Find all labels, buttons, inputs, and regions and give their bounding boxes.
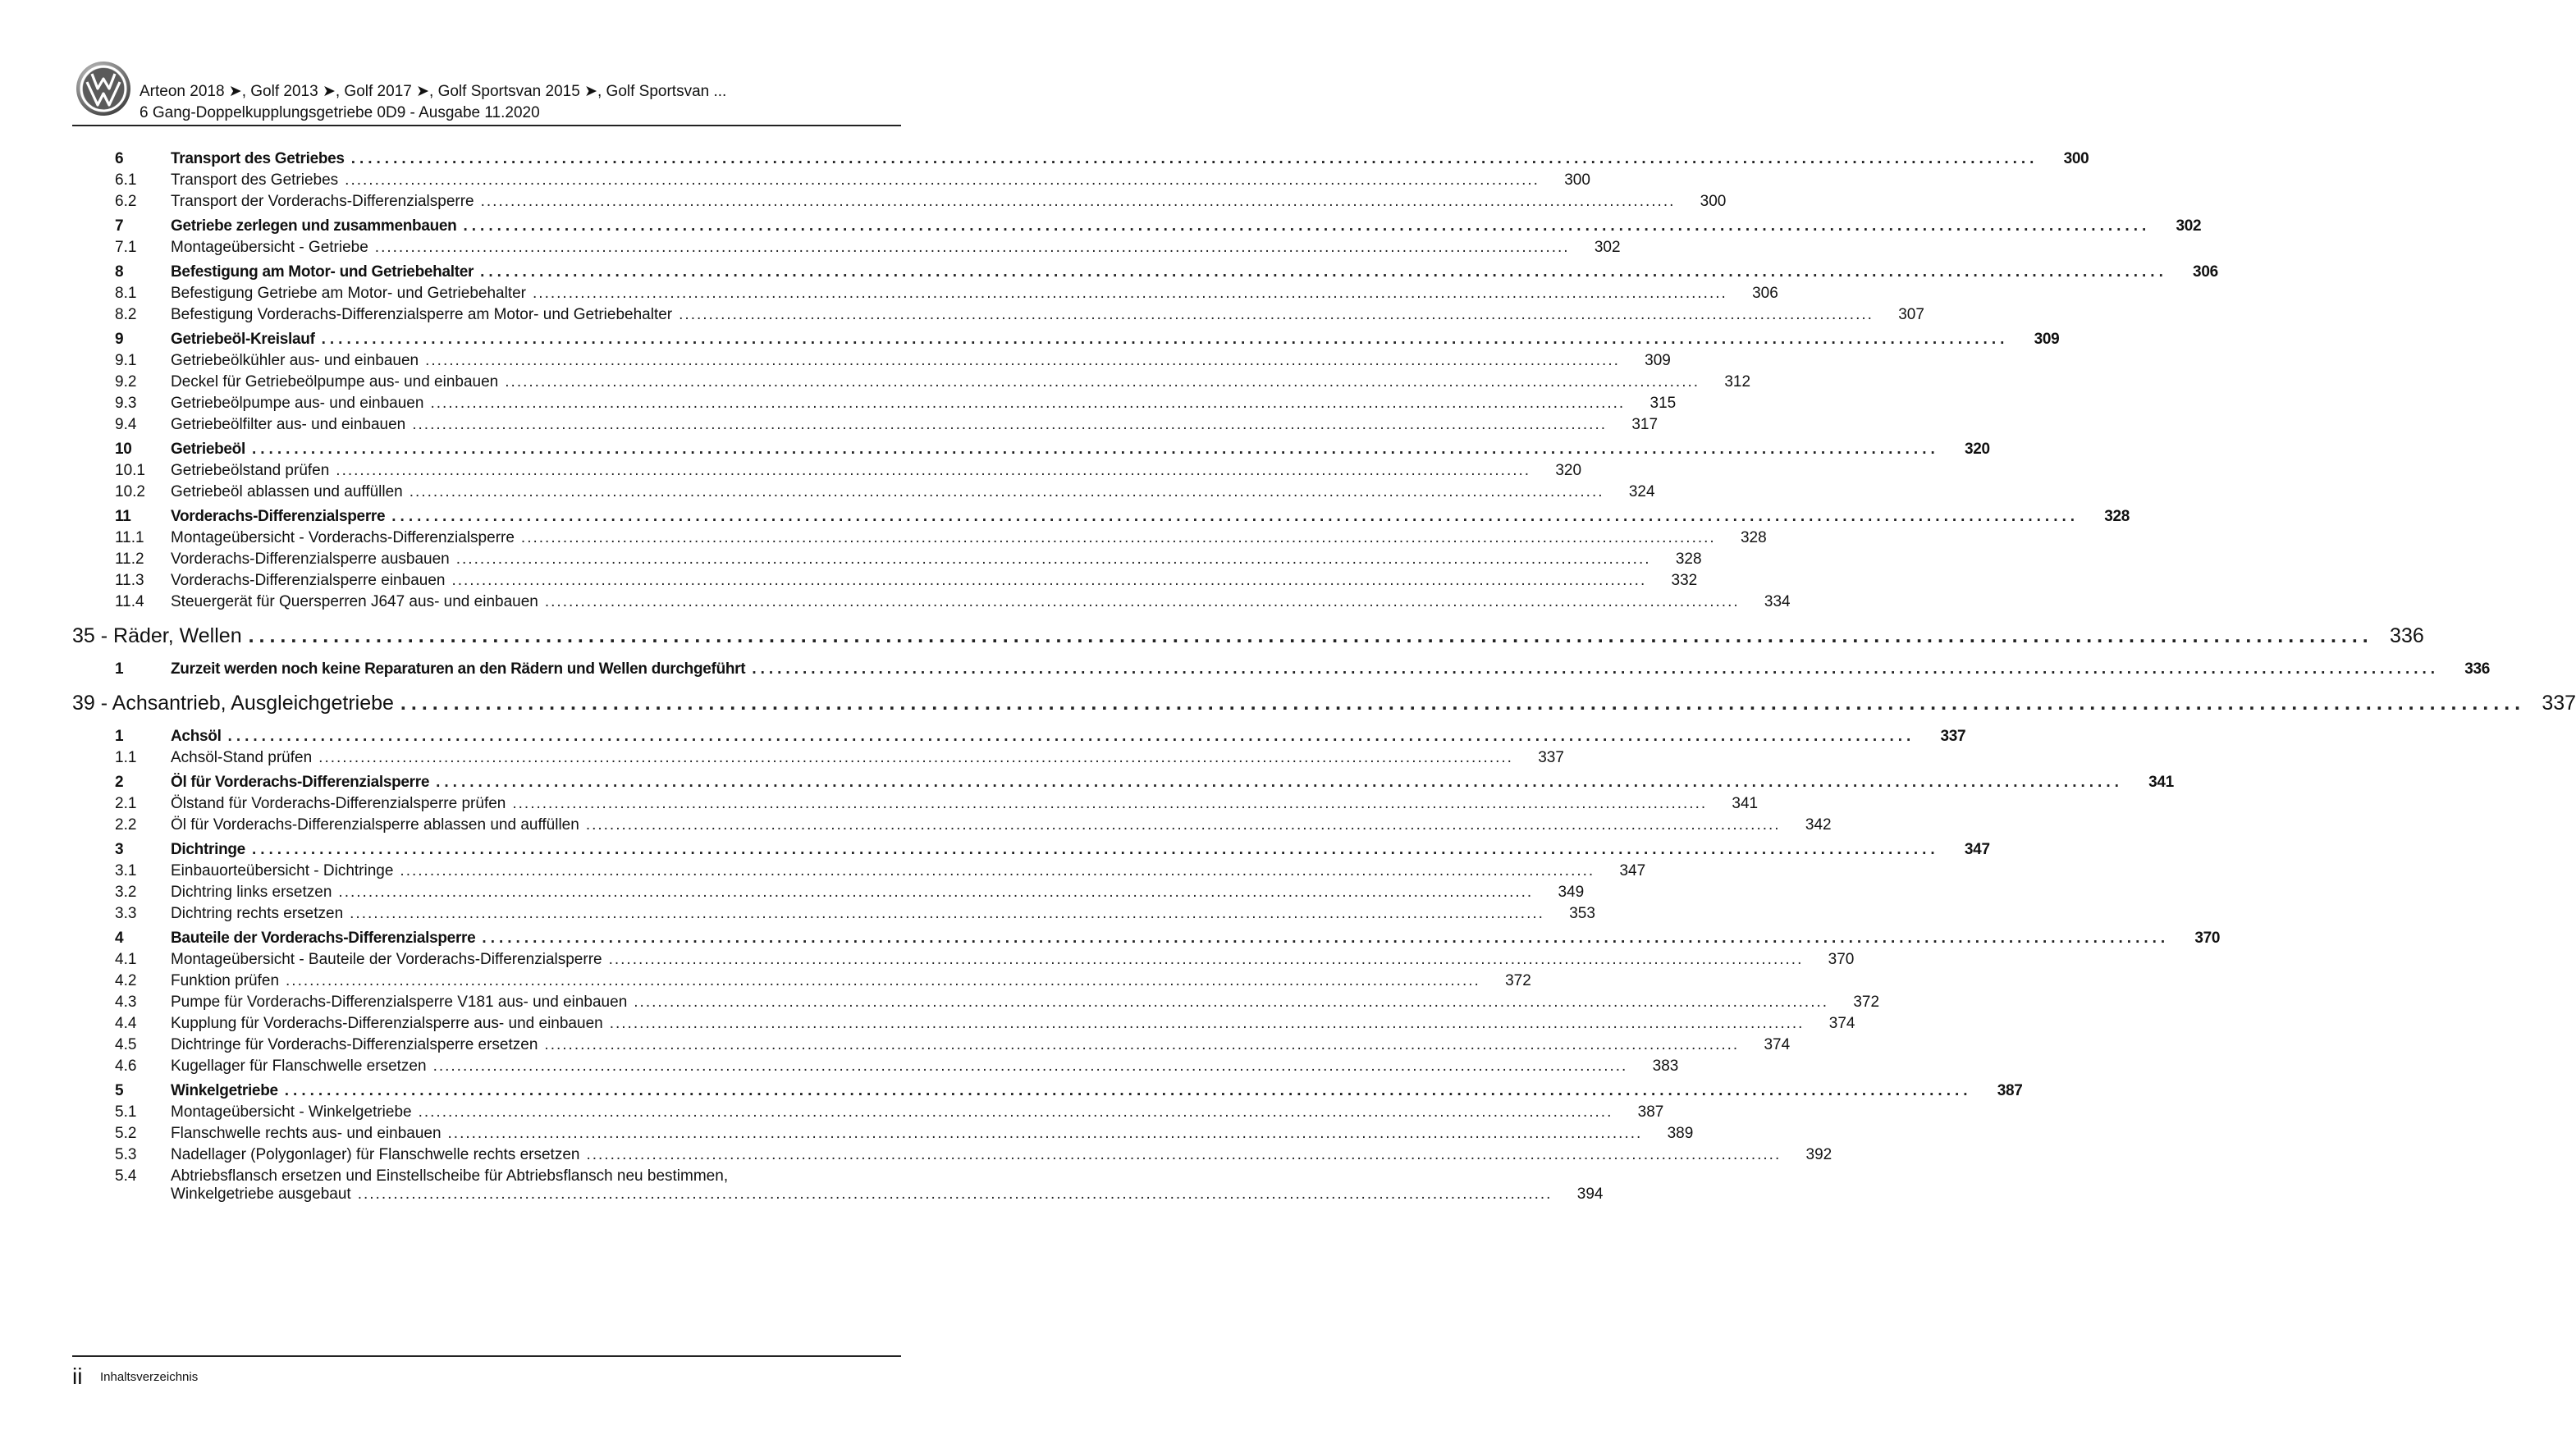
toc-title-wrap (171, 239, 1621, 257)
toc-entry-row[interactable] (72, 285, 1778, 306)
toc-number: 6 (115, 150, 124, 167)
toc-number: 5.3 (115, 1146, 137, 1163)
toc-page-number: 300 (2063, 150, 2089, 167)
toc-title-wrap (171, 306, 1924, 324)
toc-leader-dots: ........................................................................................................................................................................................................ (585, 816, 1781, 834)
table-of-contents (72, 147, 2576, 1207)
toc-leader-dots: ........................................................................................................................................................................................................ (480, 263, 2167, 281)
toc-section-row[interactable] (72, 150, 2089, 171)
toc-page-number: 387 (1997, 1082, 2023, 1099)
toc-page-number: 372 (1505, 972, 1531, 989)
toc-leader-dots: ........................................................................................................................................................................................................ (608, 951, 1804, 968)
toc-multi-row[interactable] (72, 1167, 1604, 1207)
toc-page-number: 332 (1671, 572, 1698, 589)
toc-section-row[interactable] (72, 930, 2221, 951)
toc-page-number: 394 (1576, 1185, 1604, 1203)
toc-number: 1.1 (115, 749, 137, 766)
toc-entry-row[interactable] (72, 1036, 1791, 1058)
toc-entry-row[interactable] (72, 462, 1582, 483)
toc-number: 4.6 (115, 1058, 137, 1075)
toc-entry-row[interactable] (72, 395, 1677, 416)
toc-page-number: 374 (1764, 1036, 1791, 1053)
toc-entry-row[interactable] (72, 994, 1880, 1015)
toc-title-wrap (171, 1015, 1855, 1033)
toc-page-number: 315 (1649, 395, 1677, 412)
toc-number: 6.1 (115, 171, 137, 189)
toc-leader-dots: ........................................................................................................................................................................................................ (251, 841, 1939, 858)
toc-leader-dots: ........................................................................................................................................................................................................ (544, 1036, 1740, 1053)
toc-title-wrap (171, 416, 1659, 434)
toc-leader-dots: ........................................................................................................................................................................................................ (533, 285, 1727, 302)
toc-page-number: 370 (1828, 951, 1855, 968)
toc-number: 3.1 (115, 862, 137, 879)
toc-leader-dots: ........................................................................................................................................................................................................ (505, 373, 1700, 391)
toc-entry-row[interactable] (72, 483, 1655, 505)
toc-number: 2 (115, 774, 124, 791)
toc-leader-dots: ........................................................................................................................................................................................................ (451, 572, 1647, 589)
toc-title-wrap (171, 395, 1677, 413)
toc-number: 11.1 (115, 529, 144, 546)
toc-title-wrap (171, 774, 2174, 792)
toc-title-wrap (72, 624, 2424, 648)
toc-leader-dots: ........................................................................................................................................................................................................ (350, 150, 2038, 167)
toc-page-number: 347 (1964, 841, 1990, 858)
toc-title: Achsöl (171, 728, 222, 745)
toc-page-number: 349 (1558, 884, 1585, 901)
toc-page-number: 334 (1764, 593, 1791, 610)
page-header (72, 53, 901, 128)
toc-title: Winkelgetriebe (171, 1082, 278, 1099)
toc-title-wrap (171, 352, 1671, 370)
toc-number: 9 (115, 331, 124, 348)
toc-page-number: 374 (1828, 1015, 1855, 1032)
toc-leader-dots: ........................................................................................................................................................................................................ (418, 1103, 1613, 1121)
toc-leader-dots: ........................................................................................................................................................................................................ (609, 1015, 1805, 1032)
toc-title: Transport des Getriebes (171, 171, 339, 189)
toc-page-number: 306 (1752, 285, 1778, 302)
toc-title-wrap (171, 550, 1702, 569)
toc-leader-dots: ........................................................................................................................................................................................................ (227, 728, 1915, 745)
toc-entry-row[interactable] (72, 862, 1646, 884)
toc-entry-row[interactable] (72, 239, 1621, 260)
toc-title: Getriebe zerlegen und zusammenbauen (171, 217, 457, 235)
toc-number: 6.2 (115, 193, 137, 210)
header-manual-title: 6 Gang-Doppelkupplungsgetriebe 0D9 - Ausgabe 11.2020 (140, 104, 540, 121)
toc-title: Getriebeölfilter aus- und einbauen (171, 416, 406, 433)
toc-title: 35 - Räder, Wellen (72, 624, 242, 647)
toc-page-number: 337 (1538, 749, 1564, 766)
toc-number: 3.2 (115, 884, 137, 901)
toc-section-row[interactable] (72, 331, 2060, 352)
header-divider (72, 125, 901, 126)
toc-number: 11 (115, 508, 131, 525)
toc-title-wrap (171, 331, 2060, 349)
toc-page-number: 337 (2542, 692, 2576, 715)
toc-section-row[interactable] (72, 441, 1990, 462)
toc-title-line2-wrap (171, 1185, 1604, 1204)
toc-leader-dots: ........................................................................................................................................................................................................ (251, 441, 1939, 458)
toc-leader-dots: ........................................................................................................................................................................................................ (357, 1185, 1553, 1203)
toc-title-wrap (171, 193, 1727, 211)
toc-title-wrap (171, 816, 1832, 834)
toc-title-wrap (171, 1103, 1664, 1122)
toc-title-wrap (171, 1082, 2023, 1100)
toc-title-wrap (171, 217, 2202, 235)
toc-leader-dots: ........................................................................................................................................................................................................ (409, 483, 1604, 500)
toc-entry-row[interactable] (72, 816, 1832, 838)
toc-title: Bauteile der Vorderachs-Differenzialsperre (171, 930, 476, 947)
toc-title-wrap (171, 905, 1595, 923)
toc-page-number: 309 (2034, 331, 2060, 348)
toc-title-wrap (171, 841, 1990, 859)
toc-number: 4.3 (115, 994, 137, 1011)
footer-divider (72, 1355, 901, 1357)
toc-leader-dots: ........................................................................................................................................................................................................ (350, 905, 1544, 922)
toc-leader-dots: ........................................................................................................................................................................................................ (752, 660, 2440, 678)
toc-number: 1 (115, 728, 124, 745)
toc-leader-dots: ........................................................................................................................................................................................................ (318, 749, 1513, 766)
toc-title: Winkelgetriebe ausgebaut (171, 1185, 351, 1203)
toc-number: 9.3 (115, 395, 137, 412)
toc-number: 2.2 (115, 816, 137, 834)
toc-title: Achsöl-Stand prüfen (171, 749, 313, 766)
toc-title: Dichtring links ersetzen (171, 884, 332, 901)
toc-title: 39 - Achsantrieb, Ausgleichgetriebe (72, 692, 394, 715)
toc-entry-row[interactable] (72, 951, 1855, 972)
toc-title-wrap (171, 593, 1791, 611)
toc-page-number: 383 (1652, 1058, 1679, 1075)
toc-page-number: 328 (1675, 550, 1702, 568)
toc-title-wrap (72, 692, 2576, 715)
toc-page-number: 341 (2148, 774, 2174, 791)
toc-entry-row[interactable] (72, 572, 1698, 593)
toc-leader-dots: ........................................................................................................................................................................................................ (286, 972, 1480, 989)
toc-page-number: 300 (1700, 193, 1727, 210)
toc-leader-dots: ........................................................................................................................................................................................................ (374, 239, 1570, 256)
toc-leader-dots: ........................................................................................................................................................................................................ (336, 462, 1531, 479)
toc-entry-row[interactable] (72, 550, 1702, 572)
toc-title-wrap (171, 1146, 1832, 1164)
toc-leader-dots: ........................................................................................................................................................................................................ (480, 193, 1676, 210)
toc-number: 4.5 (115, 1036, 137, 1053)
toc-leader-dots: ........................................................................................................................................................................................................ (455, 550, 1651, 568)
toc-leader-dots: ........................................................................................................................................................................................................ (338, 884, 1534, 901)
toc-title: Getriebeölkühler aus- und einbauen (171, 352, 419, 369)
toc-leader-dots: ........................................................................................................................................................................................................ (248, 624, 2373, 647)
toc-title-wrap (171, 1125, 1694, 1143)
toc-section-row[interactable] (72, 728, 1966, 749)
toc-page-number: 302 (1594, 239, 1621, 256)
toc-page-number: 306 (2193, 263, 2218, 281)
toc-section-row[interactable] (72, 263, 2218, 285)
toc-title: Ölstand für Vorderachs-Differenzialsperre prüfen (171, 795, 506, 812)
toc-leader-dots: ........................................................................................................................................................................................................ (400, 862, 1595, 879)
toc-section-row[interactable] (72, 660, 2491, 682)
toc-leader-dots: ........................................................................................................................................................................................................ (412, 416, 1608, 433)
toc-number: 2.1 (115, 795, 137, 812)
toc-entry-row[interactable] (72, 171, 1590, 193)
toc-number: 8.1 (115, 285, 137, 302)
toc-title: Befestigung Vorderachs-Differenzialsperre am Motor- und Getriebehalter (171, 306, 673, 323)
toc-leader-dots: ........................................................................................................................................................................................................ (345, 171, 1540, 189)
toc-number: 5.4 (115, 1167, 137, 1185)
toc-page-number: 320 (1555, 462, 1582, 479)
toc-title-wrap (171, 171, 1590, 190)
toc-title-wrap (171, 660, 2491, 678)
toc-title-wrap (171, 862, 1646, 880)
toc-leader-dots: ........................................................................................................................................................................................................ (447, 1125, 1643, 1142)
toc-page-number: 389 (1667, 1125, 1694, 1142)
toc-chapter-row[interactable] (72, 692, 2576, 724)
toc-title: Montageübersicht - Winkelgetriebe (171, 1103, 412, 1121)
toc-title: Montageübersicht - Vorderachs-Differenzialsperre (171, 529, 515, 546)
toc-leader-dots: ........................................................................................................................................................................................................ (463, 217, 2151, 235)
toc-title: Kupplung für Vorderachs-Differenzialsperre aus- und einbauen (171, 1015, 603, 1032)
toc-page-number: 392 (1805, 1146, 1832, 1163)
toc-entry-row[interactable] (72, 972, 1531, 994)
toc-leader-dots: ........................................................................................................................................................................................................ (425, 352, 1620, 369)
toc-number: 11.4 (115, 593, 144, 610)
toc-title: Getriebeölpumpe aus- und einbauen (171, 395, 424, 412)
toc-entry-row[interactable] (72, 352, 1671, 373)
toc-title-wrap (171, 994, 1880, 1012)
toc-leader-dots: ........................................................................................................................................................................................................ (391, 508, 2080, 525)
toc-entry-row[interactable] (72, 905, 1595, 926)
toc-title: Transport der Vorderachs-Differenzialsperre (171, 193, 474, 210)
toc-title: Öl für Vorderachs-Differenzialsperre ablassen und auffüllen (171, 816, 579, 834)
toc-title: Befestigung am Motor- und Getriebehalter (171, 263, 474, 281)
toc-number: 10 (115, 441, 132, 458)
toc-title: Kugellager für Flanschwelle ersetzen (171, 1058, 427, 1075)
toc-title-wrap (171, 373, 1751, 391)
toc-page-number: 370 (2194, 930, 2221, 947)
toc-title-wrap (171, 951, 1855, 969)
toc-title-wrap (171, 441, 1990, 459)
toc-entry-row[interactable] (72, 373, 1751, 395)
header-vehicle-models: Arteon 2018 ➤, Golf 2013 ➤, Golf 2017 ➤, Golf Sportsvan 2015 ➤, Golf Sportsvan ... (140, 83, 727, 100)
toc-page-number: 302 (2176, 217, 2202, 235)
toc-leader-dots: ........................................................................................................................................................................................................ (284, 1082, 1972, 1099)
toc-page-number: 353 (1569, 905, 1595, 922)
toc-leader-dots: ........................................................................................................................................................................................................ (586, 1146, 1782, 1163)
toc-number: 7.1 (115, 239, 137, 256)
toc-section-row[interactable] (72, 1082, 2023, 1103)
footer-label: Inhaltsverzeichnis (100, 1370, 199, 1384)
toc-number: 4.2 (115, 972, 137, 989)
toc-title: Montageübersicht - Getriebe (171, 239, 368, 256)
toc-number: 10.2 (115, 483, 145, 500)
toc-leader-dots: ........................................................................................................................................................................................................ (436, 774, 2123, 791)
toc-leader-dots: ........................................................................................................................................................................................................ (430, 395, 1626, 412)
toc-leader-dots: ........................................................................................................................................................................................................ (679, 306, 1874, 323)
toc-title: Montageübersicht - Bauteile der Vorderachs-Differenzialsperre (171, 951, 602, 968)
toc-number: 9.1 (115, 352, 137, 369)
toc-number: 5 (115, 1082, 124, 1099)
footer-page-number: ii (72, 1364, 83, 1389)
toc-title-wrap (171, 150, 2089, 168)
toc-title-wrap (171, 462, 1582, 480)
toc-page-number: 387 (1637, 1103, 1664, 1121)
toc-title: Abtriebsflansch ersetzen und Einstellscheibe für Abtriebsflansch neu bestimmen, (171, 1167, 729, 1185)
toc-leader-dots: ........................................................................................................................................................................................................ (482, 930, 2170, 947)
toc-title: Getriebeöl-Kreislauf (171, 331, 315, 348)
toc-leader-dots: ........................................................................................................................................................................................................ (321, 331, 2009, 348)
toc-chapter-row[interactable] (72, 624, 2424, 657)
toc-number: 8.2 (115, 306, 137, 323)
toc-number: 11.3 (115, 572, 144, 589)
toc-entry-row[interactable] (72, 795, 1759, 816)
toc-number: 9.4 (115, 416, 137, 433)
toc-title-wrap (171, 930, 2221, 948)
toc-title-wrap (171, 795, 1759, 813)
toc-title: Getriebeöl (171, 441, 245, 458)
toc-title: Öl für Vorderachs-Differenzialsperre (171, 774, 430, 791)
toc-entry-row[interactable] (72, 416, 1659, 437)
toc-number: 4.4 (115, 1015, 137, 1032)
toc-title: Dichtringe für Vorderachs-Differenzialsperre ersetzen (171, 1036, 538, 1053)
toc-title-wrap (171, 529, 1767, 547)
toc-title: Dichtringe (171, 841, 245, 858)
toc-title-wrap (171, 884, 1585, 902)
toc-page-number: 309 (1645, 352, 1671, 369)
toc-number: 3.3 (115, 905, 137, 922)
toc-leader-dots: ........................................................................................................................................................................................................ (520, 529, 1716, 546)
toc-leader-dots: ........................................................................................................................................................................................................ (544, 593, 1740, 610)
toc-section-row[interactable] (72, 508, 2130, 529)
toc-number: 11.2 (115, 550, 144, 568)
toc-number: 10.1 (115, 462, 145, 479)
toc-number: 3 (115, 841, 124, 858)
toc-title: Vorderachs-Differenzialsperre (171, 508, 386, 525)
toc-title-wrap (171, 1036, 1791, 1054)
toc-title: Nadellager (Polygonlager) für Flanschwelle rechts ersetzen (171, 1146, 580, 1163)
toc-page-number: 324 (1628, 483, 1655, 500)
toc-title: Getriebeöl ablassen und auffüllen (171, 483, 403, 500)
toc-number: 9.2 (115, 373, 137, 391)
toc-page-number: 372 (1853, 994, 1880, 1011)
toc-leader-dots: ........................................................................................................................................................................................................ (400, 692, 2526, 715)
toc-leader-dots: ........................................................................................................................................................................................................ (512, 795, 1708, 812)
toc-title: Transport des Getriebes (171, 150, 345, 167)
toc-title: Deckel für Getriebeölpumpe aus- und einbauen (171, 373, 499, 391)
toc-entry-row[interactable] (72, 306, 1924, 327)
toc-title-wrap (171, 1167, 1604, 1204)
toc-page-number: 342 (1805, 816, 1832, 834)
toc-entry-row[interactable] (72, 749, 1564, 770)
toc-title-wrap (171, 728, 1966, 746)
toc-leader-dots: ........................................................................................................................................................................................................ (432, 1058, 1628, 1075)
toc-title: Einbauorteübersicht - Dichtringe (171, 862, 394, 879)
toc-page-number: 336 (2390, 624, 2424, 647)
toc-section-row[interactable] (72, 217, 2202, 239)
toc-number: 5.2 (115, 1125, 137, 1142)
toc-page-number: 312 (1724, 373, 1751, 391)
toc-page-number: 307 (1898, 306, 1924, 323)
toc-title: Zurzeit werden noch keine Reparaturen an den Rädern und Wellen durchgeführt (171, 660, 746, 678)
toc-entry-row[interactable] (72, 1125, 1694, 1146)
toc-entry-row[interactable] (72, 1015, 1855, 1036)
toc-entry-row[interactable] (72, 1058, 1679, 1079)
toc-leader-dots: ........................................................................................................................................................................................................ (634, 994, 1829, 1011)
toc-number: 8 (115, 263, 124, 281)
toc-title-wrap (171, 972, 1531, 990)
toc-page-number: 317 (1631, 416, 1659, 433)
toc-title: Vorderachs-Differenzialsperre einbauen (171, 572, 446, 589)
toc-page-number: 328 (2104, 508, 2130, 525)
toc-title-wrap (171, 508, 2130, 526)
toc-page-number: 337 (1940, 728, 1966, 745)
toc-title: Getriebeölstand prüfen (171, 462, 330, 479)
toc-number: 1 (115, 660, 124, 678)
toc-page-number: 341 (1732, 795, 1759, 812)
toc-title: Dichtring rechts ersetzen (171, 905, 344, 922)
toc-title-wrap (171, 483, 1655, 501)
toc-entry-row[interactable] (72, 193, 1727, 214)
toc-entry-row[interactable] (72, 1146, 1832, 1167)
toc-title: Vorderachs-Differenzialsperre ausbauen (171, 550, 450, 568)
toc-section-row[interactable] (72, 841, 1990, 862)
toc-section-row[interactable] (72, 774, 2174, 795)
toc-title: Befestigung Getriebe am Motor- und Getriebehalter (171, 285, 527, 302)
toc-title: Funktion prüfen (171, 972, 280, 989)
toc-page-number: 336 (2464, 660, 2491, 678)
toc-title: Flanschwelle rechts aus- und einbauen (171, 1125, 442, 1142)
toc-page-number: 328 (1740, 529, 1767, 546)
toc-title: Steuergerät für Quersperren J647 aus- und einbauen (171, 593, 538, 610)
toc-entry-row[interactable] (72, 529, 1767, 550)
toc-page-number: 347 (1619, 862, 1646, 879)
toc-number: 7 (115, 217, 124, 235)
toc-entry-row[interactable] (72, 1103, 1664, 1125)
toc-title-wrap (171, 263, 2218, 281)
toc-page-number: 300 (1564, 171, 1590, 189)
toc-number: 4.1 (115, 951, 137, 968)
toc-entry-row[interactable] (72, 593, 1791, 614)
toc-number: 5.1 (115, 1103, 137, 1121)
toc-entry-row[interactable] (72, 884, 1585, 905)
toc-title-wrap (171, 285, 1778, 303)
toc-title-wrap (171, 749, 1564, 767)
toc-title-wrap (171, 1058, 1679, 1076)
toc-title-wrap (171, 572, 1698, 590)
toc-page-number: 320 (1964, 441, 1990, 458)
vw-logo (75, 61, 131, 116)
toc-title: Pumpe für Vorderachs-Differenzialsperre V181 aus- und einbauen (171, 994, 628, 1011)
toc-number: 4 (115, 930, 124, 947)
